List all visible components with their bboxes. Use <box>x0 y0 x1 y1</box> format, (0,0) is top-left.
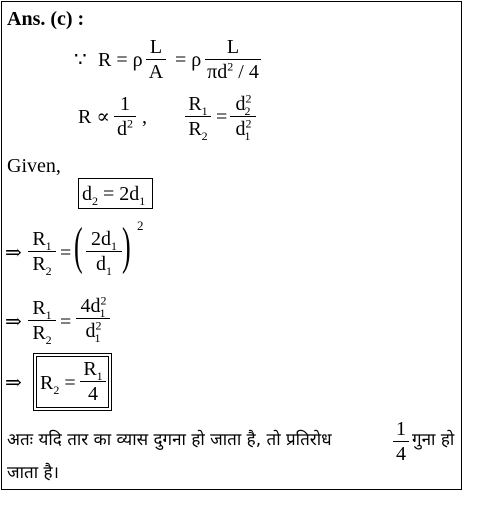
given-equation: $d_2 = 2d_1$ <box>82 183 146 208</box>
eq2-fraction: $\frac{1}{d^2}$ <box>114 94 136 139</box>
step1-inner-fraction: $\frac{2d_1}{d_1}$ <box>86 229 122 274</box>
eq2-lhs: R ∝ <box>78 106 110 128</box>
step1-implies-arrow: ⇒ <box>5 242 22 264</box>
step1-equals: = <box>60 242 72 264</box>
step1-right-paren: ) <box>122 218 131 275</box>
step1-left-paren: ( <box>74 218 83 275</box>
answer-label: Ans. (c) : <box>7 8 85 30</box>
eq2-comma: , <box>142 106 147 128</box>
eq1-fraction-1: $\frac{L}{A}$ <box>146 37 166 82</box>
conclusion-fraction: $\frac{1}{4}$ <box>393 419 409 464</box>
step1-power: 2 <box>137 218 144 233</box>
conclusion-line2: जाता है। <box>7 463 59 483</box>
step3-fraction: $\frac{R_1}{4}$ <box>80 359 106 404</box>
step2-right-fraction: $\frac{4d^2_1}{d^2_1}$ <box>76 296 110 341</box>
eq3-left-fraction: $\frac{R_1}{R_2}$ <box>185 94 211 139</box>
eq1-lhs: R = ρ <box>98 49 143 71</box>
given-label: Given, <box>7 155 61 177</box>
step3-implies-arrow: ⇒ <box>5 372 22 394</box>
conclusion-line1-part1: अतः यदि तार का व्यास दुगना हो जाता है, तो प्रतिरोध <box>7 430 332 450</box>
eq3-equals: = <box>216 106 228 128</box>
step2-left-fraction: $\frac{R_1}{R_2}$ <box>28 298 56 343</box>
step2-equals: = <box>60 311 72 333</box>
step3-lhs: $R_2$ = <box>40 372 76 397</box>
step1-left-fraction: $\frac{R_1}{R_2}$ <box>28 229 56 274</box>
eq1-equals: = ρ <box>175 49 202 71</box>
conclusion-line1-part2: गुना हो <box>412 430 455 450</box>
because-symbol: ∵ <box>74 49 87 71</box>
step2-implies-arrow: ⇒ <box>5 311 22 333</box>
eq1-fraction-2: $\frac{L}{\pi d^2 / 4}$ <box>205 37 261 82</box>
eq3-right-fraction: $\frac{d^2_2}{d^2_1}$ <box>230 94 256 139</box>
